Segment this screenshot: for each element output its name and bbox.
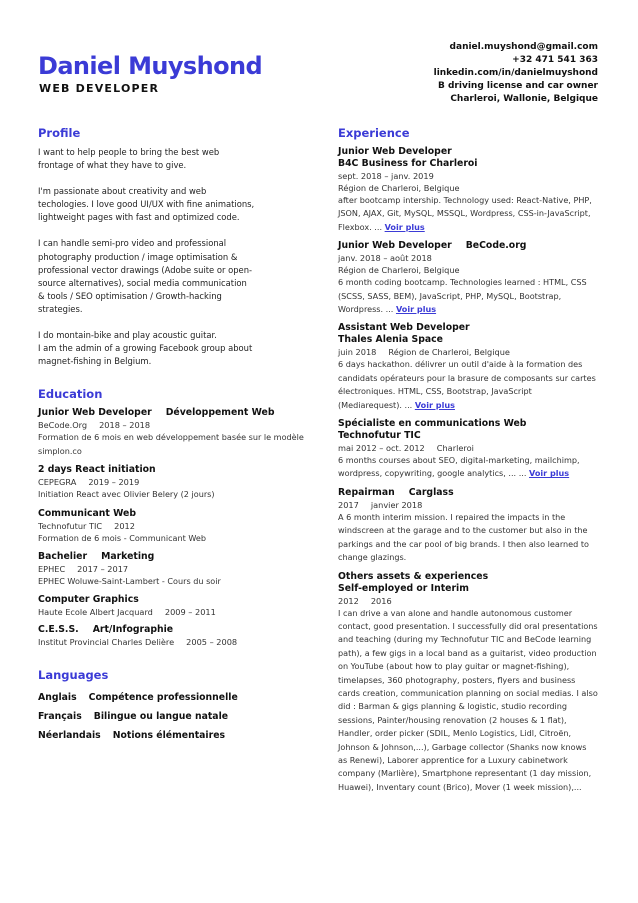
education-entry <box>38 551 306 588</box>
education-role: Bachelier <box>38 550 88 562</box>
experience-dates: 2012 <box>338 595 359 606</box>
experience-dates: juin 2018 <box>338 347 377 358</box>
voir-plus-link[interactable]: Voir plus <box>395 304 437 315</box>
language-name: Anglais <box>38 692 77 704</box>
language-name: Français <box>38 711 82 723</box>
education-dates: 2018 – 2018 <box>99 420 151 431</box>
left-column <box>38 126 306 745</box>
contact-license: B driving license and car owner <box>438 81 598 91</box>
education-entry <box>38 508 306 545</box>
experience-description: 6 days hackathon. délivrer un outil d'aide à la formation des candidats opérateurs pour la brasure de composants sur cartes électroniques. HTML, CSS, Bootstrap, JavaScript (Mediarequest). ... <box>338 359 596 410</box>
cv-name: Daniel Muyshond <box>38 52 263 80</box>
education-dates: 2019 – 2019 <box>88 477 140 488</box>
experience-entry <box>338 571 598 795</box>
education-role: 2 days React initiation <box>38 464 156 476</box>
education-role: C.E.S.S. <box>38 624 79 636</box>
experience-role: Junior Web Developer <box>338 240 452 252</box>
education-school: CEPEGRA <box>38 477 77 488</box>
education-entry <box>38 407 306 458</box>
education-role: Computer Graphics <box>38 594 139 606</box>
experience-dates-end: 2016 <box>370 595 392 606</box>
experience-company: Technofutur TIC <box>338 430 421 442</box>
education-role: Communicant Web <box>38 507 136 519</box>
contact-linkedin[interactable]: linkedin.com/in/danielmuyshond <box>433 68 598 78</box>
right-column <box>338 126 598 800</box>
experience-description: A 6 month interim mission. I repaired the impacts in the windscreen at the garage and to the customer but also in the parkings and the car pool of big brands. I then also learned to change glazings. <box>338 511 589 563</box>
education-description: Formation de 6 mois en web développement basée sur le modèle simplon.co <box>38 432 304 456</box>
voir-plus-link[interactable]: Voir plus <box>384 221 425 232</box>
experience-role: Spécialiste en communications Web <box>338 418 527 430</box>
experience-heading: Experience <box>338 126 410 140</box>
language-level: Bilingue ou langue natale <box>93 711 229 723</box>
voir-plus-link[interactable]: Voir plus <box>529 468 570 479</box>
language-level: Notions élémentaires <box>112 730 226 742</box>
education-description: Initiation React avec Olivier Belery (2 jours) <box>38 489 215 500</box>
experience-entry <box>338 240 598 316</box>
experience-role: Others assets & experiences <box>338 570 489 582</box>
contact-email[interactable]: daniel.muyshond@gmail.com <box>449 42 598 52</box>
education-dates: 2009 – 2011 <box>164 607 216 618</box>
education-dates: 2017 – 2017 <box>77 563 129 574</box>
education-description: EPHEC Woluwe-Saint-Lambert - Cours du soir <box>38 575 221 586</box>
experience-entry <box>338 487 598 565</box>
education-school: Technofutur TIC <box>38 520 103 531</box>
experience-location: Charleroi <box>436 443 474 454</box>
voir-plus-link[interactable]: Voir plus <box>414 399 455 410</box>
education-school: Haute Ecole Albert Jacquard <box>38 607 153 618</box>
education-school: BeCode.Org <box>38 420 88 431</box>
language-level: Compétence professionnelle <box>88 692 238 704</box>
experience-description: 6 month coding bootcamp. Technologies learned : HTML, CSS (SCSS, SASS, BEM), JavaScript, PHP, MySQL, Bootstrap, Wordpress. ... <box>338 277 587 315</box>
cv-job-title: WEB DEVELOPER <box>39 82 160 95</box>
contact-phone[interactable]: +32 471 541 363 <box>512 55 598 65</box>
education-school: EPHEC <box>38 563 66 574</box>
experience-role: Junior Web Developer <box>338 146 452 157</box>
experience-location: Région de Charleroi, Belgique <box>338 183 460 193</box>
languages-heading: Languages <box>38 668 109 683</box>
education-field: Marketing <box>101 550 155 562</box>
contact-block <box>434 41 598 106</box>
language-item <box>38 707 306 726</box>
contact-location: Charleroi, Wallonie, Belgique <box>450 94 598 104</box>
language-item <box>38 726 306 745</box>
experience-dates-end: janvier 2018 <box>370 499 423 510</box>
profile-paragraph: I do montain-bike and play acoustic guitar. I am the admin of a growing Facebook group about magnet-fishing in Belgium. <box>38 330 253 367</box>
education-field: Art/Infographie <box>92 624 174 636</box>
experience-description: after bootcamp intership. Technology used: React-Native, PHP, JSON, AJAX, Git, MySQL, MSSQL, Wordpress, CSS-in-JavaScript, Flexbox. ... <box>338 195 592 232</box>
profile-heading: Profile <box>38 126 81 140</box>
education-field: Développement Web <box>165 407 275 419</box>
experience-entry <box>338 146 598 234</box>
education-dates: 2005 – 2008 <box>186 637 238 648</box>
language-name: Néerlandais <box>38 730 101 742</box>
experience-location: Région de Charleroi, Belgique <box>338 265 460 276</box>
experience-dates: janv. 2018 – août 2018 <box>338 253 432 264</box>
experience-description: 6 months courses about SEO, digital-marketing, mailchimp, wordpress, copywriting, google analytics, ... ... <box>338 455 580 479</box>
experience-dates: sept. 2018 – janv. 2019 <box>338 171 434 181</box>
experience-company: Self-employed or Interim <box>338 582 469 594</box>
experience-company: Thales Alenia Space <box>338 334 443 346</box>
profile-paragraph: I'm passionate about creativity and web techologies. I love good UI/UX with fine animations, lightweight pages with fast and optimized code. <box>38 186 255 223</box>
experience-location: Région de Charleroi, Belgique <box>388 347 510 358</box>
education-entry <box>38 464 306 501</box>
experience-dates: mai 2012 – oct. 2012 <box>338 443 425 454</box>
profile-paragraph: I want to help people to bring the best web frontage of what they have to give. <box>38 147 220 171</box>
experience-company: B4C Business for Charleroi <box>338 158 478 169</box>
education-description: Formation de 6 mois - Communicant Web <box>38 532 207 543</box>
education-heading: Education <box>38 387 103 402</box>
language-item <box>38 688 306 707</box>
experience-role: Repairman <box>338 486 395 498</box>
education-entry <box>38 624 306 648</box>
experience-dates: 2017 <box>338 499 359 510</box>
education-entry <box>38 594 306 618</box>
experience-company: BeCode.org <box>465 240 527 252</box>
profile-paragraph: I can handle semi-pro video and professional photography production / image optimisation & professional vector drawings (Adobe suite or open- source alternatives), social media communication & tools / SEO optimisation / Growth-hacking strategies. <box>38 238 253 314</box>
education-dates: 2012 <box>114 520 135 531</box>
experience-entry <box>338 322 598 412</box>
experience-company: Carglass <box>408 486 454 498</box>
experience-entry <box>338 418 598 481</box>
education-role: Junior Web Developer <box>38 407 152 419</box>
experience-description: I can drive a van alone and handle autonomous customer contact, good presentation. I successfully did oral presentations and teaching (during my Technofutur TIC and BeCode learning path), a few gigs in a local band as a guitarist, video production on YouTube (about how to play guitar or magnet-fishing), timelapses, 360 photography, posters, flyers and business cards creation, communication planning on social medias. I also did : Barman & gigs planning & logistic, studio recording sessions, Painter/housing renovation (2 houses & 1 flat), Handler, order picker (SDIL, Menlo Logistics, Lidl, Citroën, Johnson & Johnson,...), Garbage collector (Shanks now knows as Renewi), Laborer apprentice for a Luxury cabinetwork company (Marlière), Smartphone representant (1 day mission, Huawei), Inventary count (Brico), Mover (1 week mission),... <box>338 607 598 792</box>
education-school: Institut Provincial Charles Delière <box>38 637 175 648</box>
experience-role: Assistant Web Developer <box>338 322 470 334</box>
